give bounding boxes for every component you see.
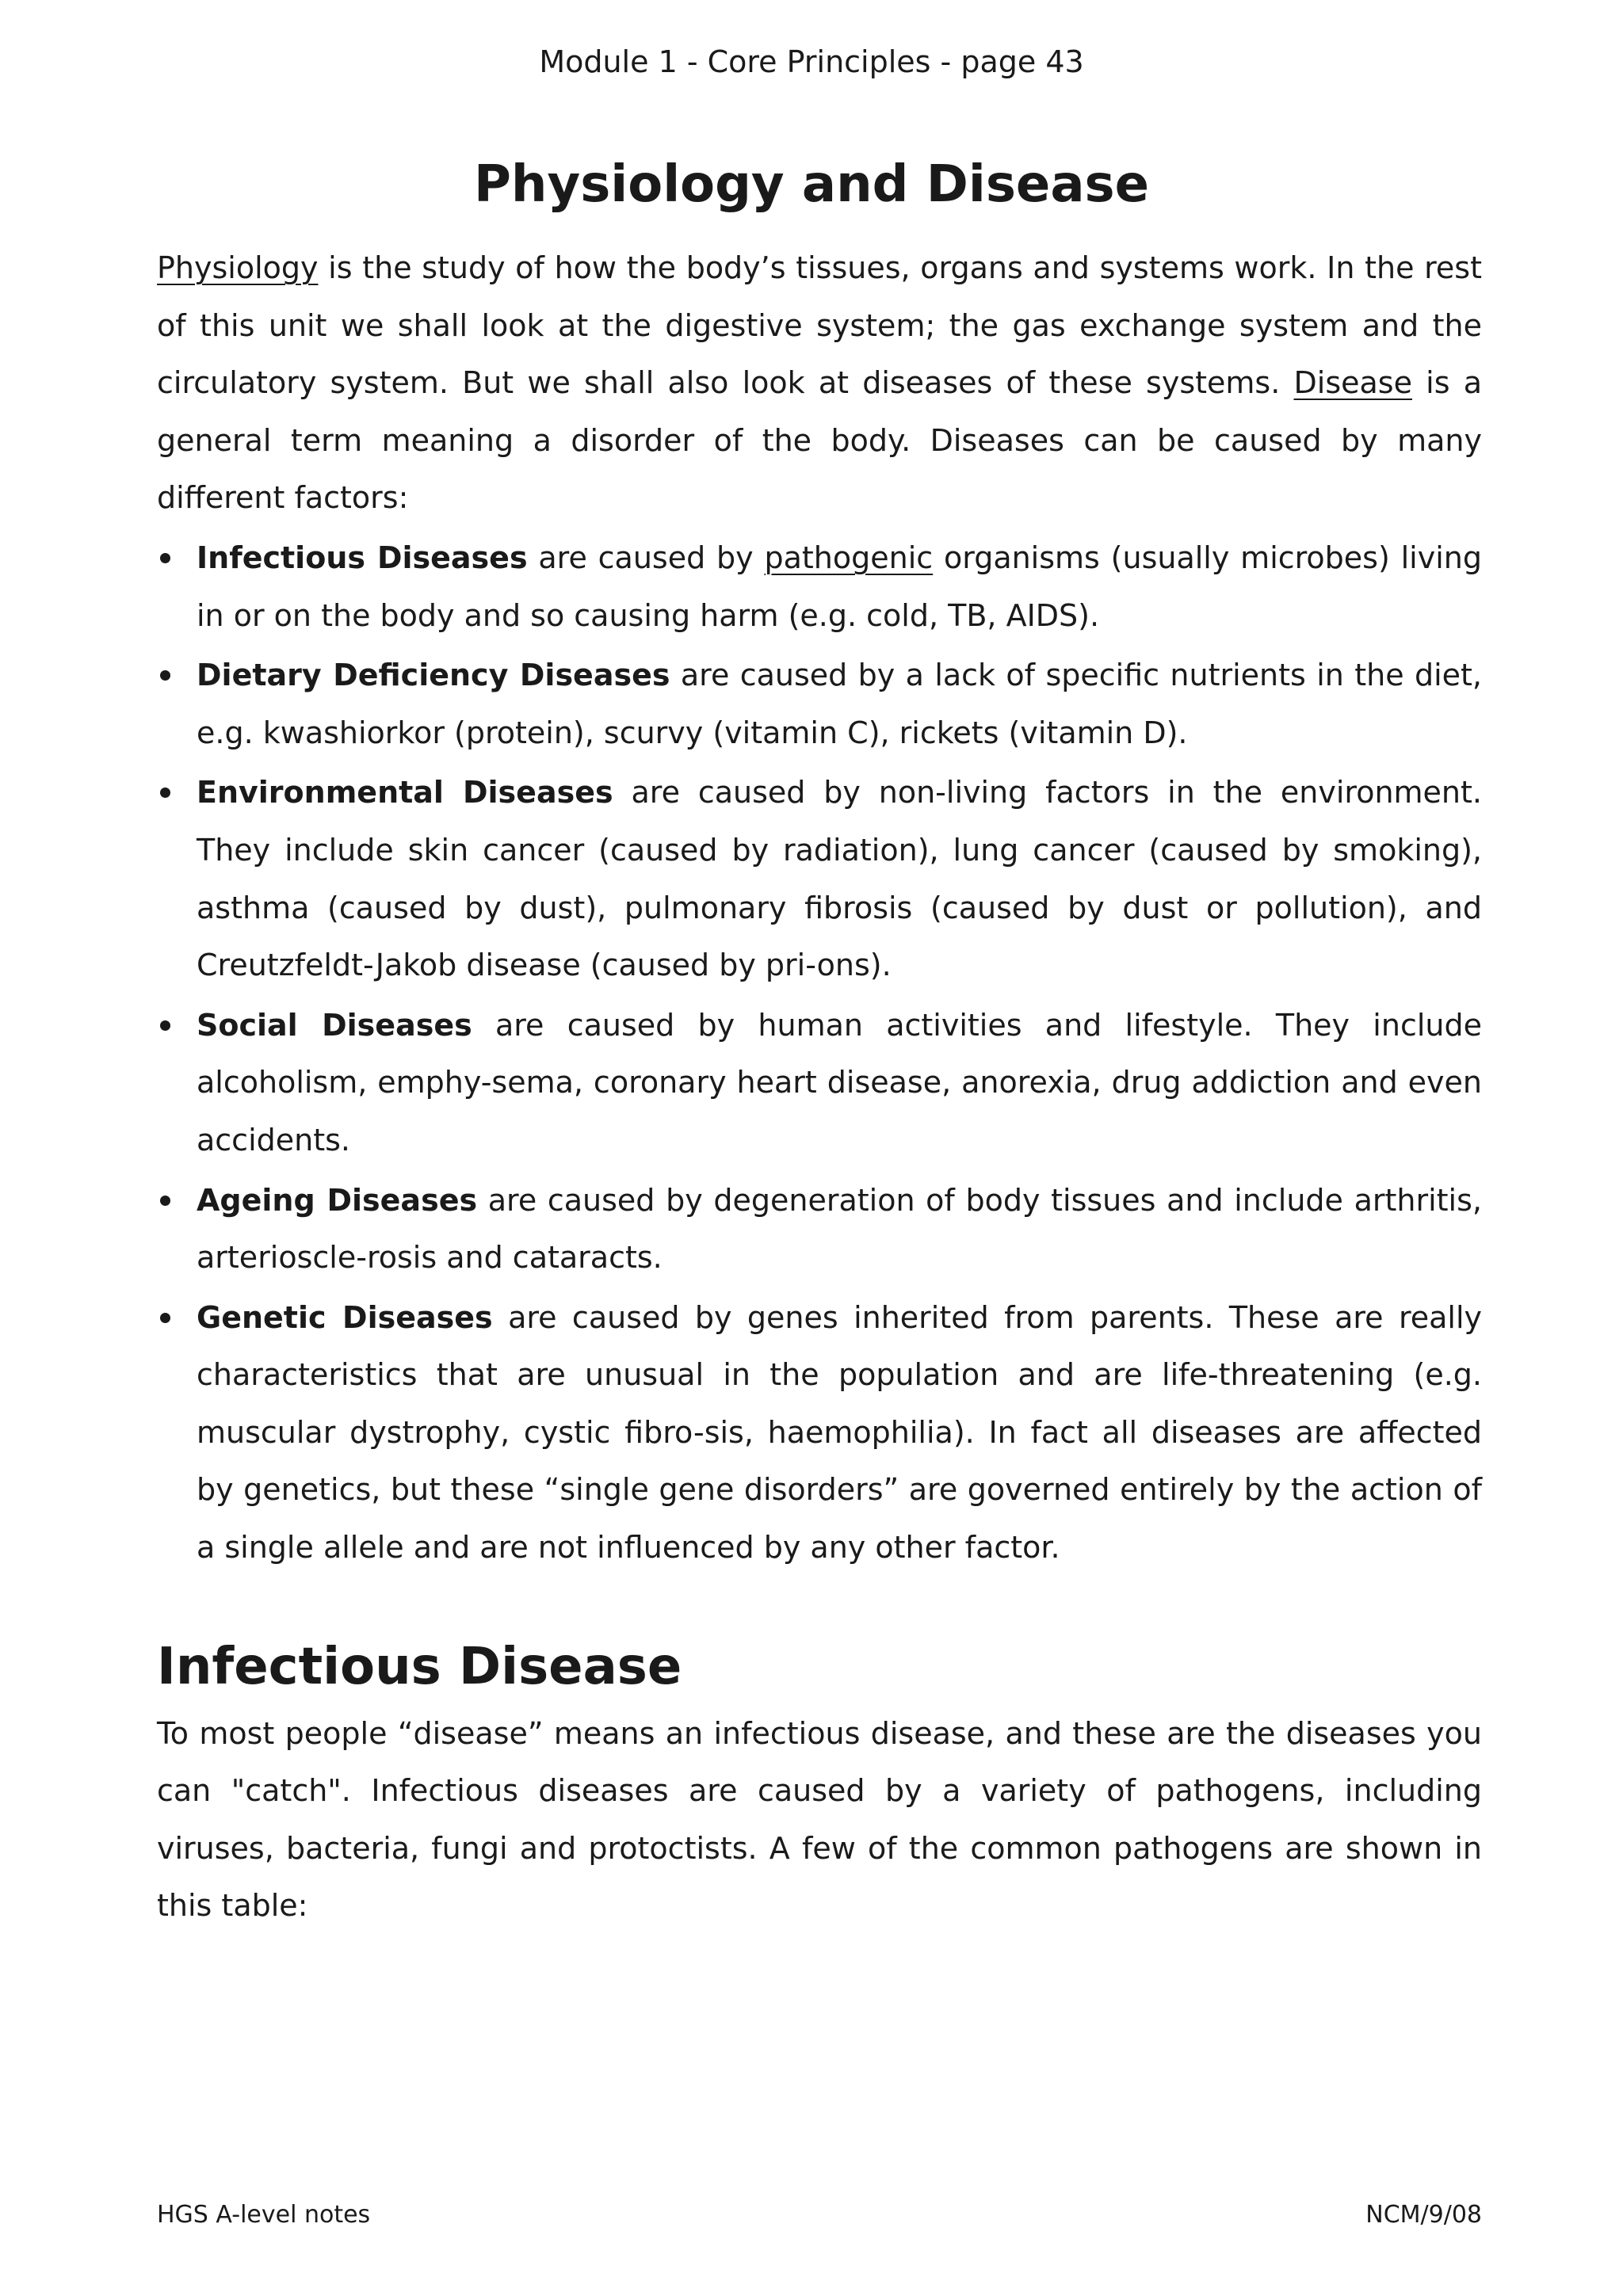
bullet-text: are caused by genes inherited from parents. These are really characteristics that are unusual in the population and are life-threatening (e.g. muscular dystrophy, cystic fibro-sis, haemophilia). In fact all diseases are affected by genetics, but these “single gene disorders” are governed entirely by the action of a single allele and are not influenced by any other factor. <box>197 1299 1482 1566</box>
intro-paragraph <box>157 239 1482 527</box>
bullet-icon <box>160 788 170 798</box>
bullet-text: are caused by a lack of specific nutrients in the diet, e.g. kwashiorkor (protein), scurvy (vitamin C), rickets (vitamin D). <box>197 658 1482 750</box>
bullet-text: organisms (usually microbes) living in or on the body and so causing harm (e.g. cold, TB, AIDS). <box>197 540 1482 633</box>
bullet-term: Ageing Diseases <box>197 1182 478 1218</box>
bullet-icon <box>160 553 170 563</box>
term-pathogenic: pathogenic <box>764 540 934 575</box>
bullet-icon <box>160 670 170 681</box>
footer-right: NCM/9/08 <box>1365 2201 1482 2229</box>
intro-text-1: is the study of how the body’s tissues, organs and systems work. In the rest of this unit we shall look at the digestive system; the gas exchange system and the circulatory system. But we shall also look at diseases of these systems. <box>157 250 1482 401</box>
list-item <box>157 1289 1482 1577</box>
bullet-text: are caused by degeneration of body tissues and include arthritis, arterioscle-rosis and cataracts. <box>197 1182 1482 1276</box>
main-content <box>157 239 1482 1935</box>
disease-type-list <box>157 529 1482 1577</box>
bullet-term: Genetic Diseases <box>197 1299 493 1335</box>
footer-left: HGS A-level notes <box>157 2201 371 2229</box>
page-header: Module 1 - Core Principles - page 43 <box>539 44 1084 79</box>
intro-text-2: is a general term meaning a disorder of the body. Diseases can be caused by many different factors: <box>157 365 1482 516</box>
bullet-term: Social Diseases <box>197 1007 472 1043</box>
bullet-term: Environmental Diseases <box>197 775 613 810</box>
bullet-icon <box>160 1313 170 1323</box>
list-item <box>157 646 1482 761</box>
list-item <box>157 529 1482 644</box>
bullet-text: are caused by non-living factors in the environment. They include skin cancer (caused by radiation), lung cancer (caused by smoking), asthma (caused by dust), pulmonary fibrosis (caused by dust or pollution), and Creutzfeldt-Jakob disease (caused by pri-ons). <box>197 775 1482 983</box>
bullet-text: are caused by <box>527 540 765 575</box>
section-heading: Infectious Disease <box>157 1637 682 1696</box>
bullet-icon <box>160 1196 170 1206</box>
bullet-icon <box>160 1020 170 1031</box>
bullet-text: are caused by human activities and lifestyle. They include alcoholism, emphy-sema, coronary heart disease, anorexia, drug addiction and even accidents. <box>197 1007 1482 1158</box>
list-item <box>157 764 1482 994</box>
list-item <box>157 997 1482 1169</box>
page-title: Physiology and Disease <box>474 155 1149 214</box>
bullet-term: Infectious Diseases <box>197 540 528 575</box>
section-paragraph: To most people “disease” means an infectious disease, and these are the diseases you can "catch". Infectious diseases are caused by a variety of pathogens, including viruses, bacteria, fungi and protoctists. A few of the common pathogens are shown in this table: <box>157 1715 1482 1924</box>
term-physiology: Physiology <box>157 250 319 285</box>
bullet-term: Dietary Deficiency Diseases <box>197 658 670 693</box>
term-disease: Disease <box>1293 365 1412 401</box>
list-item <box>157 1172 1482 1287</box>
